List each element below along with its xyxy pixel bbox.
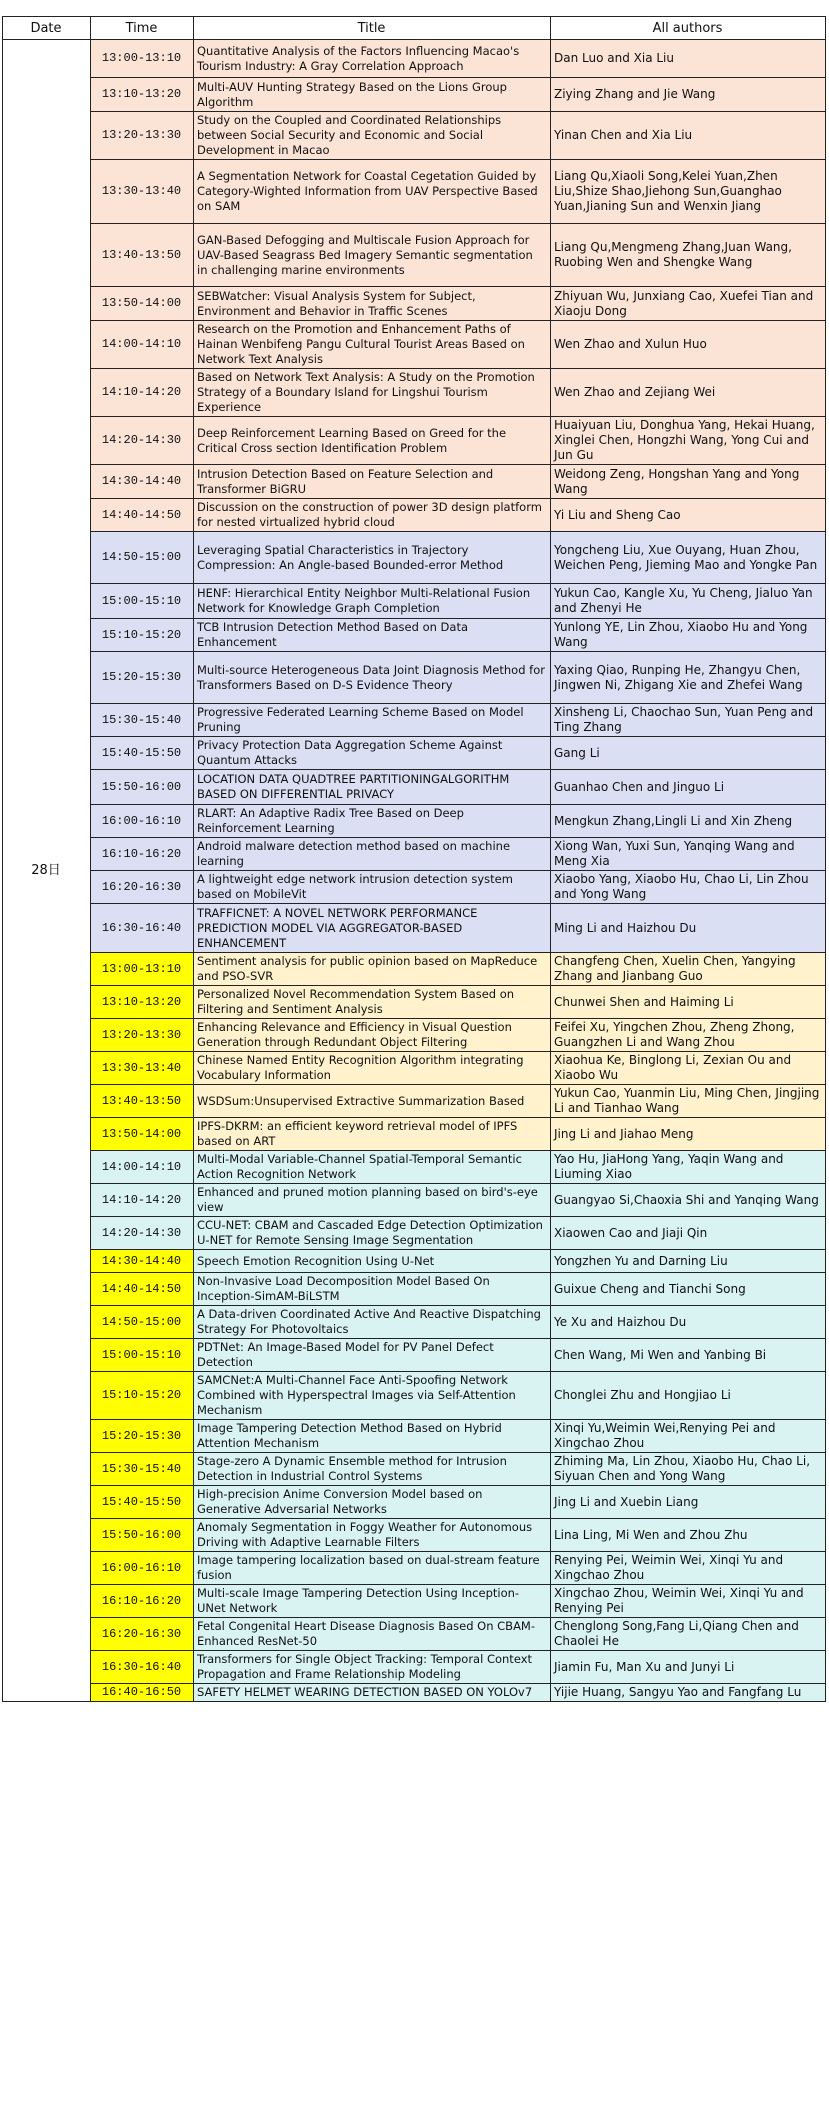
time-cell: 14:00-14:10 [91, 321, 194, 369]
time-cell: 16:40-16:50 [91, 1684, 194, 1702]
title-cell: TCB Intrusion Detection Method Based on Data Enhancement [194, 619, 551, 652]
time-cell: 15:40-15:50 [91, 737, 194, 770]
table-row [3, 1184, 826, 1217]
time-cell: 14:10-14:20 [91, 369, 194, 417]
title-cell: Speech Emotion Recognition Using U-Net [194, 1250, 551, 1273]
time-cell: 14:30-14:40 [91, 465, 194, 499]
date-cell: 28日 [3, 40, 91, 1702]
title-cell: Intrusion Detection Based on Feature Selection and Transformer BiGRU [194, 465, 551, 499]
title-cell: TRAFFICNET: A NOVEL NETWORK PERFORMANCE PREDICTION MODEL VIA AGGREGATOR-BASED ENHANCEMENT [194, 904, 551, 953]
title-cell: High-precision Anime Conversion Model based on Generative Adversarial Networks [194, 1486, 551, 1519]
time-cell: 14:20-14:30 [91, 417, 194, 465]
table-row [3, 1052, 826, 1085]
table-row [3, 838, 826, 871]
table-row [3, 1453, 826, 1486]
header-authors: All authors [551, 17, 826, 40]
time-cell: 13:40-13:50 [91, 224, 194, 287]
authors-cell: Lina Ling, Mi Wen and Zhou Zhu [551, 1519, 826, 1552]
schedule-body [3, 40, 826, 1702]
table-row [3, 805, 826, 838]
authors-cell: Yinan Chen and Xia Liu [551, 112, 826, 160]
table-row [3, 465, 826, 499]
title-cell: Chinese Named Entity Recognition Algorithm integrating Vocabulary Information [194, 1052, 551, 1085]
title-cell: SEBWatcher: Visual Analysis System for Subject, Environment and Behavior in Traffic Scenes [194, 287, 551, 321]
title-cell: Sentiment analysis for public opinion based on MapReduce and PSO-SVR [194, 953, 551, 986]
authors-cell: Huaiyuan Liu, Donghua Yang, Hekai Huang, Xinglei Chen, Hongzhi Wang, Yong Cui and Jun Gu [551, 417, 826, 465]
time-cell: 14:00-14:10 [91, 1151, 194, 1184]
title-cell: Non-Invasive Load Decomposition Model Based On Inception-SimAM-BiLSTM [194, 1273, 551, 1306]
title-cell: Image Tampering Detection Method Based on Hybrid Attention Mechanism [194, 1420, 551, 1453]
table-row [3, 1250, 826, 1273]
table-row [3, 619, 826, 652]
authors-cell: Renying Pei, Weimin Wei, Xinqi Yu and Xingchao Zhou [551, 1552, 826, 1585]
table-row [3, 1618, 826, 1651]
title-cell: HENF: Hierarchical Entity Neighbor Multi-Relational Fusion Network for Knowledge Graph Completion [194, 584, 551, 619]
time-cell: 16:10-16:20 [91, 1585, 194, 1618]
title-cell: WSDSum:Unsupervised Extractive Summarization Based [194, 1085, 551, 1118]
authors-cell: Feifei Xu, Yingchen Zhou, Zheng Zhong, Guangzhen Li and Wang Zhou [551, 1019, 826, 1052]
authors-cell: Jing Li and Xuebin Liang [551, 1486, 826, 1519]
time-cell: 15:50-16:00 [91, 770, 194, 805]
authors-cell: Yi Liu and Sheng Cao [551, 499, 826, 532]
authors-cell: Wen Zhao and Zejiang Wei [551, 369, 826, 417]
time-cell: 16:20-16:30 [91, 1618, 194, 1651]
authors-cell: Chenglong Song,Fang Li,Qiang Chen and Chaolei He [551, 1618, 826, 1651]
title-cell: Anomaly Segmentation in Foggy Weather for Autonomous Driving with Adaptive Learnable Filters [194, 1519, 551, 1552]
table-row [3, 652, 826, 704]
time-cell: 13:30-13:40 [91, 160, 194, 224]
time-cell: 14:10-14:20 [91, 1184, 194, 1217]
table-row [3, 160, 826, 224]
time-cell: 15:20-15:30 [91, 1420, 194, 1453]
time-cell: 13:50-14:00 [91, 287, 194, 321]
authors-cell: Yao Hu, JiaHong Yang, Yaqin Wang and Liuming Xiao [551, 1151, 826, 1184]
authors-cell: Jing Li and Jiahao Meng [551, 1118, 826, 1151]
title-cell: A Data-driven Coordinated Active And Reactive Dispatching Strategy For Photovoltaics [194, 1306, 551, 1339]
authors-cell: Yongcheng Liu, Xue Ouyang, Huan Zhou, Weichen Peng, Jieming Mao and Yongke Pan [551, 532, 826, 584]
table-row [3, 321, 826, 369]
time-cell: 13:00-13:10 [91, 40, 194, 78]
title-cell: Multi-AUV Hunting Strategy Based on the Lions Group Algorithm [194, 78, 551, 112]
authors-cell: Gang Li [551, 737, 826, 770]
authors-cell: Yongzhen Yu and Darning Liu [551, 1250, 826, 1273]
authors-cell: Xinsheng Li, Chaochao Sun, Yuan Peng and Ting Zhang [551, 704, 826, 737]
time-cell: 15:30-15:40 [91, 1453, 194, 1486]
title-cell: Quantitative Analysis of the Factors Influencing Macao's Tourism Industry: A Gray Correlation Approach [194, 40, 551, 78]
title-cell: Privacy Protection Data Aggregation Scheme Against Quantum Attacks [194, 737, 551, 770]
time-cell: 13:50-14:00 [91, 1118, 194, 1151]
title-cell: Image tampering localization based on dual-stream feature fusion [194, 1552, 551, 1585]
title-cell: Based on Network Text Analysis: A Study on the Promotion Strategy of a Boundary Island for Lingshui Tourism Experience [194, 369, 551, 417]
time-cell: 16:00-16:10 [91, 1552, 194, 1585]
time-cell: 15:40-15:50 [91, 1486, 194, 1519]
schedule-table [2, 16, 826, 1702]
table-row [3, 1118, 826, 1151]
authors-cell: Liang Qu,Mengmeng Zhang,Juan Wang, Ruobing Wen and Shengke Wang [551, 224, 826, 287]
time-cell: 15:10-15:20 [91, 1372, 194, 1420]
time-cell: 14:30-14:40 [91, 1250, 194, 1273]
table-row [3, 417, 826, 465]
title-cell: Research on the Promotion and Enhancement Paths of Hainan Wenbifeng Pangu Cultural Tourist Areas Based on Network Text Analysis [194, 321, 551, 369]
time-cell: 14:40-14:50 [91, 499, 194, 532]
table-row [3, 1519, 826, 1552]
authors-cell: Xingchao Zhou, Weimin Wei, Xinqi Yu and Renying Pei [551, 1585, 826, 1618]
time-cell: 15:00-15:10 [91, 584, 194, 619]
time-cell: 13:20-13:30 [91, 1019, 194, 1052]
title-cell: CCU-NET: CBAM and Cascaded Edge Detection Optimization U-NET for Remote Sensing Image Segmentation [194, 1217, 551, 1250]
authors-cell: Xiaowen Cao and Jiaji Qin [551, 1217, 826, 1250]
title-cell: Multi-scale Image Tampering Detection Using Inception-UNet Network [194, 1585, 551, 1618]
time-cell: 15:50-16:00 [91, 1519, 194, 1552]
table-row [3, 1684, 826, 1702]
table-row [3, 953, 826, 986]
title-cell: PDTNet: An Image-Based Model for PV Panel Defect Detection [194, 1339, 551, 1372]
header-title: Title [194, 17, 551, 40]
authors-cell: Dan Luo and Xia Liu [551, 40, 826, 78]
authors-cell: Jiamin Fu, Man Xu and Junyi Li [551, 1651, 826, 1684]
table-row [3, 1217, 826, 1250]
time-cell: 15:20-15:30 [91, 652, 194, 704]
authors-cell: Ziying Zhang and Jie Wang [551, 78, 826, 112]
time-cell: 13:30-13:40 [91, 1052, 194, 1085]
table-row [3, 1651, 826, 1684]
title-cell: Personalized Novel Recommendation System Based on Filtering and Sentiment Analysis [194, 986, 551, 1019]
authors-cell: Mengkun Zhang,Lingli Li and Xin Zheng [551, 805, 826, 838]
time-cell: 13:10-13:20 [91, 78, 194, 112]
time-cell: 14:20-14:30 [91, 1217, 194, 1250]
table-row [3, 1306, 826, 1339]
authors-cell: Xiong Wan, Yuxi Sun, Yanqing Wang and Meng Xia [551, 838, 826, 871]
table-row [3, 1019, 826, 1052]
table-row [3, 78, 826, 112]
table-row [3, 871, 826, 904]
authors-cell: Ming Li and Haizhou Du [551, 904, 826, 953]
table-row [3, 1420, 826, 1453]
authors-cell: Zhiming Ma, Lin Zhou, Xiaobo Hu, Chao Li, Siyuan Chen and Yong Wang [551, 1453, 826, 1486]
title-cell: SAMCNet:A Multi-Channel Face Anti-Spoofing Network Combined with Hyperspectral Images via Self-Attention Mechanism [194, 1372, 551, 1420]
time-cell: 16:00-16:10 [91, 805, 194, 838]
title-cell: GAN-Based Defogging and Multiscale Fusion Approach for UAV-Based Seagrass Bed Imagery Semantic segmentation in challenging marine environments [194, 224, 551, 287]
table-row [3, 1486, 826, 1519]
time-cell: 15:00-15:10 [91, 1339, 194, 1372]
title-cell: Stage-zero A Dynamic Ensemble method for Intrusion Detection in Industrial Control Systems [194, 1453, 551, 1486]
table-row [3, 904, 826, 953]
title-cell: Fetal Congenital Heart Disease Diagnosis Based On CBAM-Enhanced ResNet-50 [194, 1618, 551, 1651]
table-row [3, 1151, 826, 1184]
time-cell: 16:30-16:40 [91, 1651, 194, 1684]
time-cell: 14:50-15:00 [91, 1306, 194, 1339]
time-cell: 14:50-15:00 [91, 532, 194, 584]
time-cell: 16:20-16:30 [91, 871, 194, 904]
table-row [3, 1585, 826, 1618]
authors-cell: Xiaohua Ke, Binglong Li, Zexian Ou and Xiaobo Wu [551, 1052, 826, 1085]
title-cell: Enhanced and pruned motion planning based on bird's-eye view [194, 1184, 551, 1217]
time-cell: 14:40-14:50 [91, 1273, 194, 1306]
table-row [3, 1339, 826, 1372]
authors-cell: Guanhao Chen and Jinguo Li [551, 770, 826, 805]
title-cell: Multi-source Heterogeneous Data Joint Diagnosis Method for Transformers Based on D-S Evidence Theory [194, 652, 551, 704]
time-cell: 13:20-13:30 [91, 112, 194, 160]
time-cell: 13:00-13:10 [91, 953, 194, 986]
table-row [3, 499, 826, 532]
time-cell: 15:10-15:20 [91, 619, 194, 652]
title-cell: LOCATION DATA QUADTREE PARTITIONINGALGORITHM BASED ON DIFFERENTIAL PRIVACY [194, 770, 551, 805]
authors-cell: Ye Xu and Haizhou Du [551, 1306, 826, 1339]
header-time: Time [91, 17, 194, 40]
table-row [3, 584, 826, 619]
table-row [3, 532, 826, 584]
time-cell: 13:40-13:50 [91, 1085, 194, 1118]
header-row [3, 17, 826, 40]
authors-cell: Liang Qu,Xiaoli Song,Kelei Yuan,Zhen Liu,Shize Shao,Jiehong Sun,Guanghao Yuan,Jianing Sun and Wenxin Jiang [551, 160, 826, 224]
title-cell: Discussion on the construction of power 3D design platform for nested virtualized hybrid cloud [194, 499, 551, 532]
authors-cell: Chunwei Shen and Haiming Li [551, 986, 826, 1019]
authors-cell: Guixue Cheng and Tianchi Song [551, 1273, 826, 1306]
authors-cell: Yukun Cao, Kangle Xu, Yu Cheng, Jialuo Yan and Zhenyi He [551, 584, 826, 619]
table-row [3, 1552, 826, 1585]
authors-cell: Chonglei Zhu and Hongjiao Li [551, 1372, 826, 1420]
title-cell: Enhancing Relevance and Efficiency in Visual Question Generation through Redundant Object Filtering [194, 1019, 551, 1052]
table-row [3, 1085, 826, 1118]
title-cell: Multi-Modal Variable-Channel Spatial-Temporal Semantic Action Recognition Network [194, 1151, 551, 1184]
authors-cell: Chen Wang, Mi Wen and Yanbing Bi [551, 1339, 826, 1372]
title-cell: RLART: An Adaptive Radix Tree Based on Deep Reinforcement Learning [194, 805, 551, 838]
header-date: Date [3, 17, 91, 40]
table-row [3, 369, 826, 417]
title-cell: Android malware detection method based on machine learning [194, 838, 551, 871]
title-cell: Study on the Coupled and Coordinated Relationships between Social Security and Economic and Social Development in Macao [194, 112, 551, 160]
table-row [3, 1372, 826, 1420]
table-row [3, 40, 826, 78]
authors-cell: Zhiyuan Wu, Junxiang Cao, Xuefei Tian and Xiaoju Dong [551, 287, 826, 321]
authors-cell: Weidong Zeng, Hongshan Yang and Yong Wang [551, 465, 826, 499]
time-cell: 15:30-15:40 [91, 704, 194, 737]
authors-cell: Xinqi Yu,Weimin Wei,Renying Pei and Xingchao Zhou [551, 1420, 826, 1453]
time-cell: 16:10-16:20 [91, 838, 194, 871]
time-cell: 16:30-16:40 [91, 904, 194, 953]
table-row [3, 1273, 826, 1306]
title-cell: Transformers for Single Object Tracking: Temporal Context Propagation and Frame Relationship Modeling [194, 1651, 551, 1684]
title-cell: Leveraging Spatial Characteristics in Trajectory Compression: An Angle-based Bounded-error Method [194, 532, 551, 584]
table-row [3, 224, 826, 287]
table-row [3, 287, 826, 321]
table-row [3, 704, 826, 737]
table-row [3, 112, 826, 160]
title-cell: Deep Reinforcement Learning Based on Greed for the Critical Cross section Identification Problem [194, 417, 551, 465]
title-cell: A lightweight edge network intrusion detection system based on MobileVit [194, 871, 551, 904]
table-row [3, 737, 826, 770]
authors-cell: Yaxing Qiao, Runping He, Zhangyu Chen, Jingwen Ni, Zhigang Xie and Zhefei Wang [551, 652, 826, 704]
authors-cell: Wen Zhao and Xulun Huo [551, 321, 826, 369]
authors-cell: Xiaobo Yang, Xiaobo Hu, Chao Li, Lin Zhou and Yong Wang [551, 871, 826, 904]
table-row [3, 770, 826, 805]
title-cell: Progressive Federated Learning Scheme Based on Model Pruning [194, 704, 551, 737]
title-cell: SAFETY HELMET WEARING DETECTION BASED ON YOLOv7 [194, 1684, 551, 1702]
time-cell: 13:10-13:20 [91, 986, 194, 1019]
authors-cell: Guangyao Si,Chaoxia Shi and Yanqing Wang [551, 1184, 826, 1217]
authors-cell: Changfeng Chen, Xuelin Chen, Yangying Zhang and Jianbang Guo [551, 953, 826, 986]
authors-cell: Yukun Cao, Yuanmin Liu, Ming Chen, Jingjing Li and Tianhao Wang [551, 1085, 826, 1118]
authors-cell: Yunlong YE, Lin Zhou, Xiaobo Hu and Yong Wang [551, 619, 826, 652]
title-cell: IPFS-DKRM: an efficient keyword retrieval model of IPFS based on ART [194, 1118, 551, 1151]
authors-cell: Yijie Huang, Sangyu Yao and Fangfang Lu [551, 1684, 826, 1702]
title-cell: A Segmentation Network for Coastal Cegetation Guided by Category-Wighted Information from UAV Perspective Based on SAM [194, 160, 551, 224]
table-row [3, 986, 826, 1019]
